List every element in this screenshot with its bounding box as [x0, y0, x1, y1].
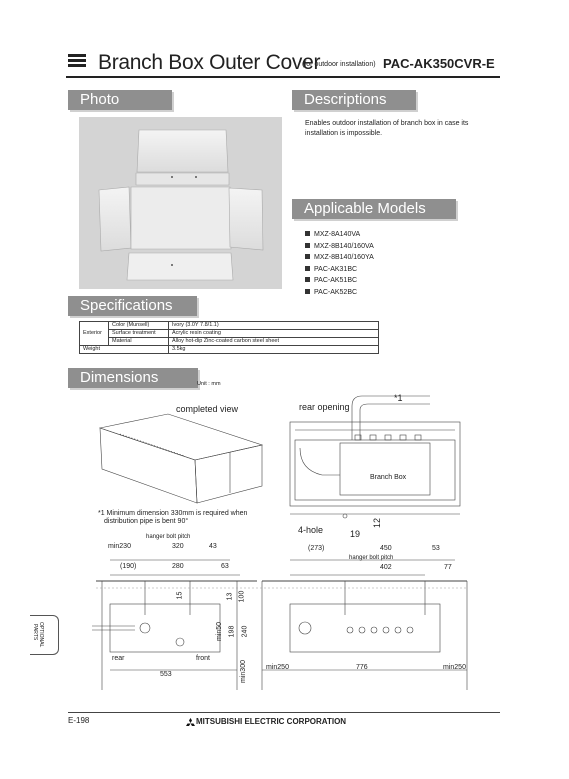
section-descriptions: Descriptions	[292, 90, 416, 110]
model-item: MXZ-8B140/160YA	[305, 252, 374, 264]
label-402: 402	[380, 564, 392, 571]
model-item: MXZ-8A140VA	[305, 229, 374, 241]
table-row	[80, 322, 379, 330]
label-min250-left: min250	[266, 664, 289, 671]
spec-value: Alloy hot-dip Zinc-coated carbon steel sheet	[169, 338, 379, 346]
model-item: PAC-AK51BC	[305, 275, 374, 287]
label-190: (190)	[120, 563, 137, 570]
label-320: 320	[172, 543, 184, 550]
label-43: 43	[209, 543, 217, 550]
model-item: MXZ-8B140/160VA	[305, 241, 374, 253]
spec-value: Acrylic resin coating	[169, 330, 379, 338]
completed-view-drawing	[100, 414, 262, 503]
page-title: Branch Box Outer Cover	[98, 51, 321, 74]
label-completed-view: completed view	[176, 404, 239, 414]
model-item: PAC-AK31BC	[305, 264, 374, 276]
model-number: PAC-AK350CVR-E	[383, 56, 495, 71]
header-icon	[68, 54, 86, 68]
label-198: 198	[228, 625, 236, 638]
label-min50: min50	[216, 621, 224, 642]
spec-label: Color (Munsell)	[109, 322, 169, 330]
label-rear: rear	[112, 655, 125, 662]
label-hanger-pitch-left: hanger bolt pitch	[146, 534, 191, 540]
model-item: PAC-AK52BC	[305, 287, 374, 299]
label-front: front	[196, 655, 211, 662]
label-hanger-pitch-right: hanger bolt pitch	[349, 555, 394, 561]
label-footnote-mark: *1	[394, 393, 403, 403]
note-line-2: distribution pipe is bent 90°	[104, 518, 189, 525]
label-280: 280	[172, 563, 184, 570]
label-min250-right: min250	[443, 664, 466, 671]
label-776: 776	[356, 664, 368, 671]
label-240: 240	[241, 625, 249, 638]
label-450: 450	[380, 545, 392, 552]
side-tab-line2: PARTS	[32, 624, 38, 641]
label-min300: min300	[239, 660, 247, 683]
table-row	[80, 346, 379, 354]
page-subtitle: (for outdoor installation)	[302, 61, 376, 68]
label-273: (273)	[308, 545, 325, 552]
corporation-name: MITSUBISHI ELECTRIC CORPORATION	[196, 717, 347, 726]
spec-weight-value: 3.5kg	[169, 346, 379, 354]
label-13: 13	[226, 592, 234, 601]
unit-label: Unit : mm	[197, 381, 221, 387]
description-text: Enables outdoor installation of branch box in case its installation is impossible.	[305, 120, 469, 137]
note-line-1: *1 Minimum dimension 330mm is required when	[98, 510, 248, 517]
models-list	[305, 229, 374, 299]
label-63: 63	[221, 563, 229, 570]
label-553: 553	[160, 671, 172, 678]
section-specifications: Specifications	[68, 296, 197, 316]
table-row	[80, 338, 379, 346]
label-dim-12: 12	[372, 517, 383, 529]
optional-parts-tab	[30, 615, 59, 655]
label-rear-opening: rear opening	[299, 402, 350, 412]
spec-label: Material	[109, 338, 169, 346]
label-77: 77	[444, 564, 452, 571]
spec-weight-label: Weight	[80, 346, 169, 354]
side-tab-line1: OPTIONAL	[38, 622, 44, 648]
product-photo	[79, 117, 282, 289]
footer-rule	[68, 712, 500, 713]
spec-label: Surface treatment	[109, 330, 169, 338]
table-row	[80, 330, 379, 338]
label-100: 100	[238, 590, 246, 603]
label-dim-19: 19	[350, 529, 361, 539]
spec-table	[79, 321, 379, 354]
rear-opening-drawing	[290, 396, 460, 518]
section-applicable-models: Applicable Models	[292, 199, 456, 219]
section-dimensions: Dimensions	[68, 368, 198, 388]
label-15: 15	[176, 591, 184, 600]
label-four-hole: 4-hole	[298, 525, 324, 535]
section-photo: Photo	[68, 90, 172, 110]
mitsubishi-logo-icon	[186, 718, 195, 726]
label-branch-box: Branch Box	[370, 474, 407, 481]
spec-group-exterior: Exterior	[80, 322, 109, 346]
label-min230: min230	[108, 543, 131, 550]
spec-value: Ivory (3.0Y 7.8/1.1)	[169, 322, 379, 330]
label-53: 53	[432, 545, 440, 552]
header-rule	[66, 76, 500, 78]
page-number: E-198	[68, 716, 90, 725]
